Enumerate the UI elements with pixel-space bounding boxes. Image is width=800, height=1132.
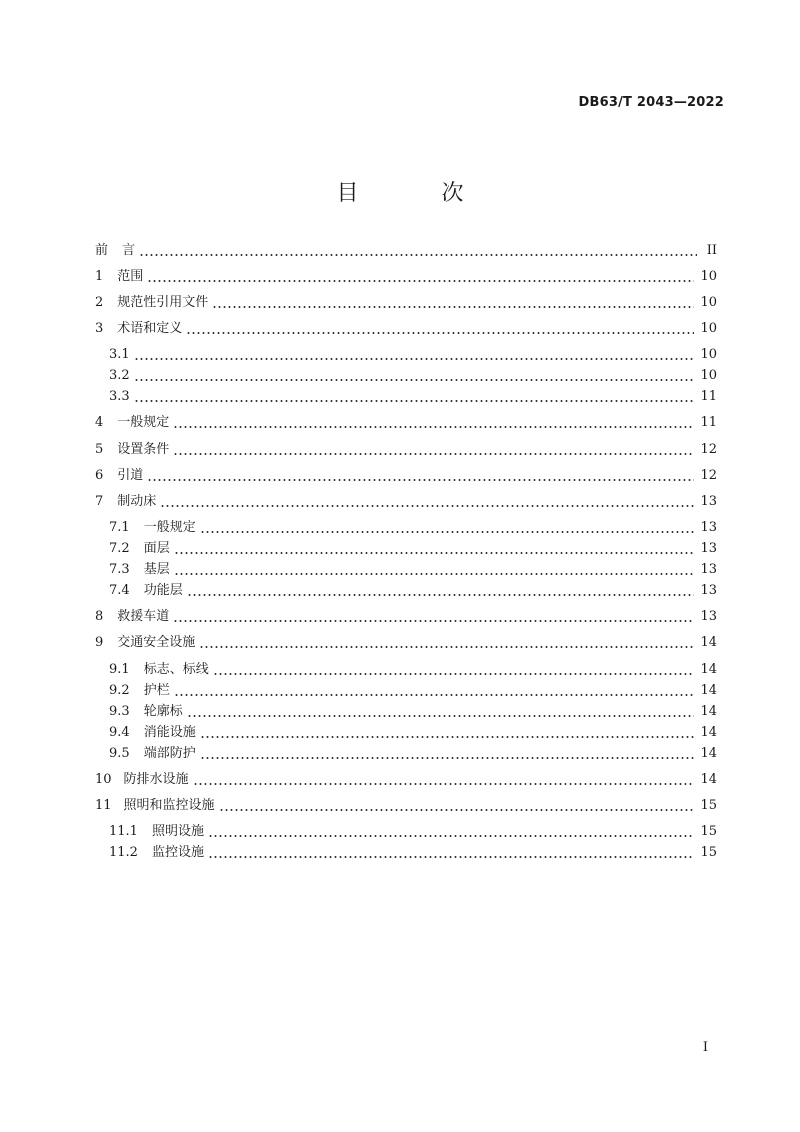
dot-leader (208, 856, 694, 858)
toc-entry-page: 14 (700, 683, 717, 698)
toc-entry-page: 12 (700, 468, 717, 483)
toc-entry-page: 11 (700, 389, 717, 404)
toc-entry-label: 照明和监控设施 (123, 798, 215, 813)
toc-entry-number: 4 (95, 415, 104, 430)
dot-leader (213, 673, 695, 675)
toc-entry-label: 制动床 (117, 494, 157, 509)
dot-leader (187, 594, 695, 596)
toc-entry-label: 轮廓标 (143, 704, 183, 719)
toc-entry-page: 14 (700, 635, 717, 650)
toc-entry[interactable] (95, 771, 717, 789)
toc-entry[interactable] (109, 346, 717, 364)
dot-leader (134, 379, 695, 381)
page-number: I (702, 1040, 708, 1055)
toc-entry-number: 9.3 (109, 704, 130, 719)
dot-leader (199, 646, 694, 648)
dot-leader (139, 254, 697, 256)
toc-entry[interactable] (109, 745, 717, 763)
toc-entry-page: 14 (700, 725, 717, 740)
toc-entry-page: 14 (700, 704, 717, 719)
toc-entry-page: 10 (700, 368, 717, 383)
toc-entry-page: 12 (700, 442, 717, 457)
dot-leader (200, 531, 695, 533)
toc-entry-number: 9.4 (109, 725, 130, 740)
toc-entry[interactable] (109, 367, 717, 385)
toc-entry-label: 设置条件 (117, 442, 170, 457)
toc-entry[interactable] (109, 844, 717, 862)
toc-entry-page: 10 (700, 347, 717, 362)
toc-entry-page: 13 (700, 494, 717, 509)
toc-entry[interactable] (95, 493, 717, 511)
toc-entry[interactable] (109, 582, 717, 600)
toc-entry-label: 救援车道 (117, 609, 170, 624)
toc-entry[interactable] (95, 797, 717, 815)
toc-entry[interactable] (109, 540, 717, 558)
toc-entry-number: 10 (95, 772, 112, 787)
toc-entry-page: 14 (700, 662, 717, 677)
toc-entry-label: 护栏 (143, 683, 170, 698)
toc-entry[interactable] (95, 634, 717, 652)
dot-leader (173, 620, 694, 622)
dot-leader (212, 306, 694, 308)
toc-entry-number: 3 (95, 321, 104, 336)
dot-leader (174, 573, 695, 575)
toc-entry[interactable] (95, 608, 717, 626)
toc-entry-label: 监控设施 (151, 845, 204, 860)
dot-leader (186, 332, 694, 334)
toc-entry[interactable] (95, 467, 717, 485)
toc-entry-label: 端部防护 (143, 746, 196, 761)
toc-entry-number: 9.1 (109, 662, 130, 677)
toc-entry-page: 10 (700, 269, 717, 284)
toc-entry-label: 言 (122, 243, 136, 258)
dot-leader (134, 358, 695, 360)
dot-leader (187, 715, 695, 717)
toc-entry-page: 13 (700, 562, 717, 577)
dot-leader (208, 835, 694, 837)
toc-entry-number: 11.2 (109, 845, 138, 860)
toc-entry-label: 消能设施 (143, 725, 196, 740)
dot-leader (173, 453, 694, 455)
toc-entry-page: 11 (700, 415, 717, 430)
toc-entry[interactable] (109, 561, 717, 579)
toc-entry-number: 1 (95, 269, 104, 284)
toc-entry[interactable] (109, 703, 717, 721)
toc-entry-label: 一般规定 (143, 520, 196, 535)
toc-entry-page: 14 (700, 772, 717, 787)
dot-leader (173, 426, 694, 428)
toc-entry[interactable] (109, 724, 717, 742)
toc-entry-number: 8 (95, 609, 104, 624)
toc-entry-number: 3.2 (109, 368, 130, 383)
toc-entry-page: 13 (700, 583, 717, 598)
toc-entry[interactable] (95, 441, 717, 459)
toc-entry-number: 11.1 (109, 824, 138, 839)
toc-entry-label: 面层 (143, 541, 170, 556)
toc-entry-page: 13 (700, 541, 717, 556)
toc-entry-page: 10 (700, 321, 717, 336)
toc-entry-number: 6 (95, 468, 104, 483)
dot-leader (200, 736, 695, 738)
dot-leader (147, 280, 694, 282)
toc-entry-page: 10 (700, 295, 717, 310)
toc-entry-page: 13 (700, 520, 717, 535)
toc-entry-page: II (706, 243, 717, 258)
toc-entry[interactable] (95, 414, 717, 432)
dot-leader (193, 783, 695, 785)
toc-entry-page: 13 (700, 609, 717, 624)
toc-entry-number: 7.1 (109, 520, 130, 535)
toc-entry-label: 规范性引用文件 (117, 295, 209, 310)
page-title: 目 次 (336, 181, 502, 206)
toc-entry-label: 引道 (117, 468, 144, 483)
toc-entry[interactable] (109, 661, 717, 679)
toc-entry[interactable] (95, 294, 717, 312)
toc-entry[interactable] (95, 320, 717, 338)
toc-entry-page: 15 (700, 798, 717, 813)
toc-entry-number: 5 (95, 442, 104, 457)
toc-entry-label: 照明设施 (151, 824, 204, 839)
toc-entry-label: 术语和定义 (117, 321, 183, 336)
dot-leader (174, 552, 695, 554)
toc-entry-number: 7.3 (109, 562, 130, 577)
toc-entry-label: 标志、标线 (143, 662, 209, 677)
toc-entry-label: 范围 (117, 269, 144, 284)
toc-entry-number: 2 (95, 295, 104, 310)
dot-leader (134, 400, 695, 402)
toc-entry-number: 11 (95, 798, 112, 813)
toc-entry[interactable] (95, 268, 717, 286)
toc-entry-page: 15 (700, 845, 717, 860)
dot-leader (147, 479, 694, 481)
toc-entry-number: 3.1 (109, 347, 130, 362)
toc-entry-page: 15 (700, 824, 717, 839)
toc-entry[interactable] (95, 242, 717, 260)
toc-entry[interactable] (109, 388, 717, 406)
toc-entry-label: 交通安全设施 (117, 635, 196, 650)
toc-entry-page: 14 (700, 746, 717, 761)
document-code: DB63/T 2043—2022 (578, 95, 724, 110)
toc-entry[interactable] (109, 519, 717, 537)
toc-entry-number: 7.2 (109, 541, 130, 556)
toc-entry-number: 3.3 (109, 389, 130, 404)
toc-entry-label: 基层 (143, 562, 170, 577)
toc-entry-number: 9.2 (109, 683, 130, 698)
toc-entry-number: 7.4 (109, 583, 130, 598)
dot-leader (200, 757, 695, 759)
toc-entry-label: 防排水设施 (123, 772, 189, 787)
toc-entry-number: 9.5 (109, 746, 130, 761)
dot-leader (174, 694, 695, 696)
dot-leader (219, 809, 695, 811)
toc-entry[interactable] (109, 682, 717, 700)
toc-entry-label: 功能层 (143, 583, 183, 598)
dot-leader (160, 505, 694, 507)
toc-entry-number: 7 (95, 494, 104, 509)
toc-entry-number: 9 (95, 635, 104, 650)
toc-entry-number: 前 (95, 243, 109, 258)
toc-entry[interactable] (109, 823, 717, 841)
toc-entry-label: 一般规定 (117, 415, 170, 430)
